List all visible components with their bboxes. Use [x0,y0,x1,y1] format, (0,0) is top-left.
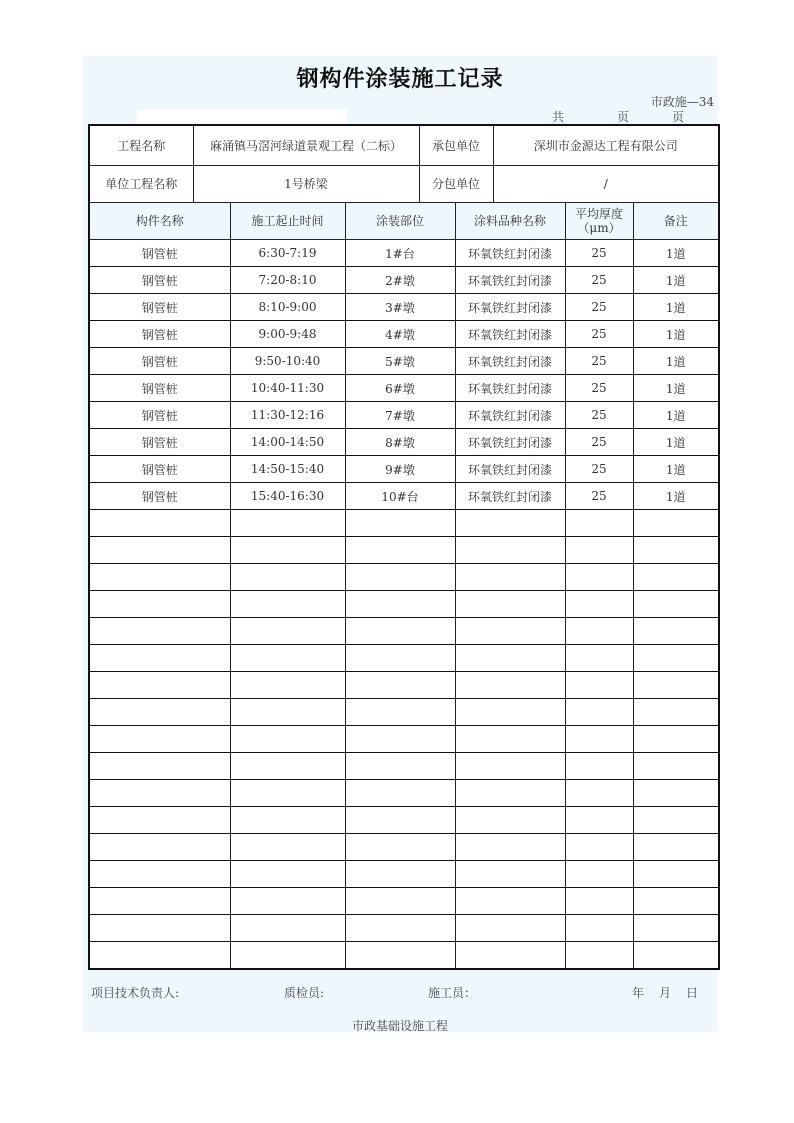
cell-time [230,807,345,834]
cell-paint [455,672,565,699]
cell-paint: 环氧铁红封闭漆 [455,267,565,294]
cell-component: 钢管桩 [89,375,230,402]
bottom-label: 市政基础设施工程 [351,1019,448,1033]
cell-component [89,861,230,888]
cell-location [345,564,455,591]
cell-location: 9#墩 [345,456,455,483]
table-row [89,645,719,672]
cell-thickness [565,807,633,834]
cell-paint: 环氧铁红封闭漆 [455,429,565,456]
cell-location [345,753,455,780]
table-row [89,429,719,456]
cell-thickness: 25 [565,348,633,375]
table-row [89,483,719,510]
table-row [89,564,719,591]
cell-remark: 1道 [633,267,719,294]
cell-time [230,888,345,915]
cell-location: 10#台 [345,483,455,510]
cell-remark: 1道 [633,348,719,375]
info-table [88,124,720,204]
page-label-2: 页 [672,110,685,124]
inspector-label: 质检员: [284,986,325,1000]
cell-thickness [565,618,633,645]
project-name-label: 工程名称 [89,125,193,165]
cell-thickness: 25 [565,483,633,510]
cell-location [345,591,455,618]
cell-time: 6:30-7:19 [230,240,345,267]
cell-component: 钢管桩 [89,240,230,267]
cell-time [230,618,345,645]
table-row [89,267,719,294]
year-label: 年 [632,986,645,1000]
cell-location: 6#墩 [345,375,455,402]
cell-thickness: 25 [565,402,633,429]
cell-remark: 1道 [633,429,719,456]
cell-remark [633,537,719,564]
cell-component [89,618,230,645]
table-row [89,699,719,726]
cell-thickness: 25 [565,375,633,402]
cell-location [345,672,455,699]
cell-location [345,915,455,942]
cell-time [230,726,345,753]
table-row [89,888,719,915]
cell-paint: 环氧铁红封闭漆 [455,483,565,510]
cell-paint [455,888,565,915]
cell-paint: 环氧铁红封闭漆 [455,294,565,321]
cell-thickness [565,780,633,807]
project-name-value: 麻涌镇马滘河绿道景观工程（二标） [193,125,419,165]
cell-component: 钢管桩 [89,267,230,294]
cell-location: 8#墩 [345,429,455,456]
cell-thickness [565,537,633,564]
cell-remark [633,861,719,888]
cell-paint: 环氧铁红封闭漆 [455,456,565,483]
table-row [89,807,719,834]
page-total-label: 共 [552,110,565,124]
form-code: 市政施—34 [650,95,714,109]
cell-time [230,861,345,888]
cell-component: 钢管桩 [89,348,230,375]
tech-lead-label: 项目技术负责人: [91,986,180,1000]
cell-thickness [565,645,633,672]
cell-thickness [565,672,633,699]
cell-thickness [565,726,633,753]
cell-component [89,591,230,618]
cell-thickness [565,915,633,942]
cell-location: 7#墩 [345,402,455,429]
cell-location: 2#墩 [345,267,455,294]
cell-paint: 环氧铁红封闭漆 [455,240,565,267]
cell-time: 9:00-9:48 [230,321,345,348]
worker-label: 施工员： [428,986,477,1000]
cell-remark: 1道 [633,294,719,321]
cell-component: 钢管桩 [89,483,230,510]
cell-time [230,591,345,618]
cell-paint [455,564,565,591]
cell-paint [455,780,565,807]
cell-component [89,888,230,915]
cell-thickness [565,564,633,591]
col-header-thickness-line2: （μm） [577,221,621,235]
cell-time [230,672,345,699]
col-header-time: 施工起止时间 [230,203,345,240]
contractor-label: 承包单位 [419,125,493,165]
table-row [89,456,719,483]
cell-component: 钢管桩 [89,402,230,429]
cell-time: 7:20-8:10 [230,267,345,294]
cell-remark: 1道 [633,240,719,267]
cell-time [230,564,345,591]
table-row [89,537,719,564]
table-row [89,726,719,753]
contractor-value: 深圳市金源达工程有限公司 [493,125,719,165]
cell-thickness: 25 [565,321,633,348]
cell-component [89,807,230,834]
cell-remark [633,618,719,645]
table-row [89,861,719,888]
cell-time [230,699,345,726]
cell-paint [455,726,565,753]
cell-thickness [565,888,633,915]
cell-location: 1#台 [345,240,455,267]
subcontractor-label: 分包单位 [419,165,493,203]
table-row [89,591,719,618]
cell-component: 钢管桩 [89,456,230,483]
cell-time: 10:40-11:30 [230,375,345,402]
cell-thickness: 25 [565,294,633,321]
cell-paint: 环氧铁红封闭漆 [455,402,565,429]
cell-thickness [565,753,633,780]
cell-time [230,753,345,780]
cell-paint: 环氧铁红封闭漆 [455,375,565,402]
cell-location [345,834,455,861]
cell-component: 钢管桩 [89,429,230,456]
table-row [89,375,719,402]
col-header-paint: 涂料品种名称 [455,203,565,240]
cell-paint: 环氧铁红封闭漆 [455,348,565,375]
cell-remark [633,510,719,537]
cell-thickness [565,834,633,861]
cell-remark [633,591,719,618]
cell-paint [455,645,565,672]
month-label: 月 [659,986,672,1000]
cell-remark [633,699,719,726]
cell-remark [633,672,719,699]
table-row [89,510,719,537]
record-table [88,202,720,970]
col-header-component: 构件名称 [89,203,230,240]
cell-time: 8:10-9:00 [230,294,345,321]
cell-thickness [565,510,633,537]
table-row [89,321,719,348]
cell-component [89,564,230,591]
cell-location [345,537,455,564]
cell-paint [455,915,565,942]
cell-time [230,510,345,537]
cell-thickness [565,861,633,888]
col-header-location: 涂装部位 [345,203,455,240]
cell-component [89,942,230,970]
cell-location: 4#墩 [345,321,455,348]
cell-component [89,780,230,807]
cell-remark [633,780,719,807]
table-row [89,942,719,970]
cell-paint [455,807,565,834]
cell-location [345,699,455,726]
table-row [89,915,719,942]
cell-component [89,834,230,861]
cell-paint: 环氧铁红封闭漆 [455,321,565,348]
col-header-thickness [565,203,633,240]
cell-component [89,726,230,753]
cell-remark [633,834,719,861]
cell-time: 15:40-16:30 [230,483,345,510]
record-table-body [89,240,719,970]
cell-component [89,645,230,672]
cell-time [230,537,345,564]
page-label-1: 页 [617,110,630,124]
cell-remark [633,915,719,942]
cell-paint [455,942,565,970]
cell-remark [633,807,719,834]
cell-location: 5#墩 [345,348,455,375]
cell-remark [633,888,719,915]
cell-location [345,780,455,807]
table-row [89,618,719,645]
cell-paint [455,699,565,726]
cell-time [230,834,345,861]
table-row [89,294,719,321]
cell-time: 11:30-12:16 [230,402,345,429]
cell-paint [455,591,565,618]
cell-remark: 1道 [633,321,719,348]
cell-remark [633,753,719,780]
cell-location: 3#墩 [345,294,455,321]
table-row [89,348,719,375]
cell-component: 钢管桩 [89,321,230,348]
cell-location [345,861,455,888]
blank-band [137,110,347,124]
cell-thickness [565,591,633,618]
cell-paint [455,753,565,780]
cell-location [345,888,455,915]
cell-thickness: 25 [565,240,633,267]
unit-project-value: 1号桥梁 [193,165,419,203]
cell-component [89,753,230,780]
table-row [89,780,719,807]
table-row [89,753,719,780]
cell-time [230,915,345,942]
cell-thickness: 25 [565,456,633,483]
cell-component [89,537,230,564]
cell-remark [633,726,719,753]
table-row [89,240,719,267]
cell-paint [455,834,565,861]
table-row [89,672,719,699]
col-header-remark: 备注 [633,203,719,240]
cell-remark: 1道 [633,456,719,483]
cell-location [345,618,455,645]
cell-component [89,672,230,699]
cell-component: 钢管桩 [89,294,230,321]
table-row [89,402,719,429]
cell-paint [455,618,565,645]
cell-time: 14:50-15:40 [230,456,345,483]
cell-component [89,699,230,726]
cell-thickness [565,942,633,970]
cell-time [230,645,345,672]
cell-component [89,510,230,537]
col-header-thickness-line1: 平均厚度 [574,207,623,221]
cell-paint [455,861,565,888]
cell-remark: 1道 [633,402,719,429]
cell-remark [633,942,719,970]
page-title: 钢构件涂装施工记录 [296,67,504,92]
cell-remark [633,645,719,672]
cell-location [345,726,455,753]
cell-component [89,915,230,942]
cell-remark [633,564,719,591]
cell-location [345,807,455,834]
cell-remark: 1道 [633,483,719,510]
cell-paint [455,537,565,564]
cell-time [230,942,345,970]
subcontractor-value: / [493,165,719,203]
cell-time [230,780,345,807]
day-label: 日 [686,986,699,1000]
cell-remark: 1道 [633,375,719,402]
cell-location [345,942,455,970]
cell-location [345,645,455,672]
unit-project-label: 单位工程名称 [89,165,193,203]
cell-thickness: 25 [565,429,633,456]
cell-paint [455,510,565,537]
cell-time: 9:50-10:40 [230,348,345,375]
cell-location [345,510,455,537]
cell-time: 14:00-14:50 [230,429,345,456]
table-row [89,834,719,861]
cell-thickness [565,699,633,726]
cell-thickness: 25 [565,267,633,294]
